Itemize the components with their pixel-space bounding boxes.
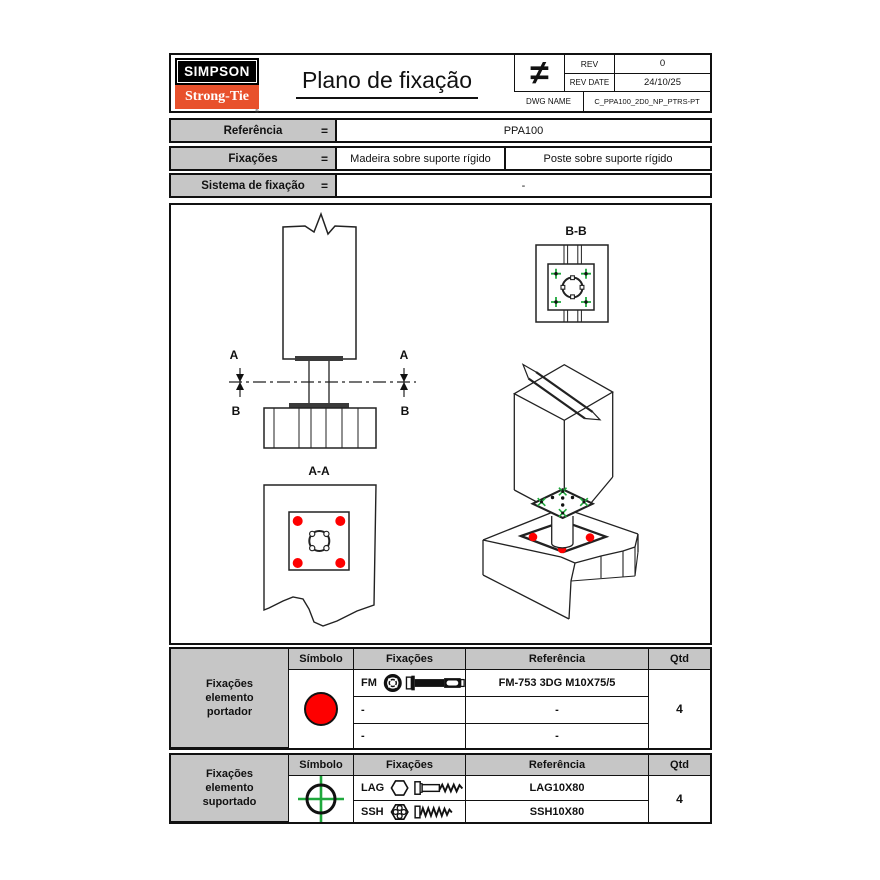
table1-qty-header: Qtd — [649, 649, 710, 670]
section-bb-view — [536, 245, 608, 322]
fixing-code: SSH — [361, 805, 384, 818]
reference-value: PPA100 — [503, 124, 544, 137]
fixing-code: FM — [361, 677, 377, 689]
marker-a-right-label: A — [399, 348, 409, 362]
fixings-value-post: Poste sobre suporte rígido — [543, 152, 673, 165]
fixing-reference: FM-753 3DG M10X75/5 — [466, 670, 649, 697]
drawing-area — [169, 203, 712, 645]
fixing-code: - — [354, 697, 466, 724]
fixing-system-value: - — [521, 179, 526, 192]
rev-label: REV — [564, 55, 614, 74]
fixing-reference: - — [466, 724, 649, 748]
section-aa-label: A-A — [308, 464, 330, 478]
fixing-code: - — [354, 724, 466, 748]
table2-qty-value: 4 — [676, 792, 683, 806]
fixings-label: Fixações — [228, 152, 278, 165]
rev-date-value: 24/10/25 — [614, 74, 710, 93]
equals-sign: = — [320, 151, 328, 166]
table1-reference-header: Referência — [466, 649, 649, 670]
fixing-system-row — [169, 173, 712, 198]
fixings-table-portador — [169, 647, 712, 750]
dwg-name-label: DWG NAME — [526, 97, 571, 106]
table2-reference-header: Referência — [466, 755, 649, 776]
isometric-view — [483, 365, 638, 620]
technical-drawing — [171, 205, 710, 643]
rev-date-label: REV DATE — [564, 74, 614, 93]
table1-row-label: Fixações elemento portador — [205, 677, 254, 719]
title-block — [169, 53, 712, 113]
dwg-name-value: C_PPA100_2D0_NP_PTRS-PT — [583, 92, 710, 111]
reference-label: Referência — [223, 124, 283, 137]
red-circle-icon — [304, 692, 338, 726]
fixing-reference: LAG10X80 — [466, 776, 649, 801]
table2-fixings-header: Fixações — [354, 755, 466, 776]
simpson-strongtie-logo — [175, 58, 259, 115]
front-elevation-view — [229, 214, 416, 448]
section-bb-label: B-B — [565, 224, 587, 238]
marker-b-right-label: B — [400, 404, 410, 418]
fixing-code: LAG — [361, 782, 385, 794]
fixings-value-wood: Madeira sobre suporte rígido — [337, 148, 506, 169]
drawing-sheet — [169, 53, 712, 824]
equals-sign: = — [320, 178, 328, 193]
equals-sign: = — [320, 123, 328, 138]
table2-row-label: Fixações elemento suportado — [202, 767, 257, 809]
fixing-reference: - — [466, 697, 649, 724]
revision-block — [514, 55, 710, 111]
table2-symbol-header: Símbolo — [289, 755, 354, 776]
rev-value: 0 — [614, 55, 710, 74]
fixing-reference: SSH10X80 — [466, 801, 649, 822]
page-title: Plano de fixação — [296, 67, 478, 99]
not-equal-symbol-icon: ≠ — [514, 55, 564, 92]
green-crosshair-icon — [296, 776, 346, 822]
table1-qty-value: 4 — [676, 702, 683, 716]
marker-a-left-label: A — [229, 348, 239, 362]
table2-qty-header: Qtd — [649, 755, 710, 776]
registered-mark: ® — [255, 109, 259, 115]
ssh-screw-icon — [390, 802, 465, 822]
logo-simpson: SIMPSON — [175, 58, 259, 85]
fixings-table-suportado — [169, 753, 712, 824]
logo-strongtie: Strong-Tie — [175, 85, 259, 109]
marker-b-left-label: B — [231, 404, 241, 418]
section-aa-view — [264, 485, 376, 626]
table1-symbol-header: Símbolo — [289, 649, 354, 670]
fixing-system-label: Sistema de fixação — [201, 179, 305, 192]
table1-fixings-header: Fixações — [354, 649, 466, 670]
fixings-row — [169, 146, 712, 171]
lag-screw-icon — [390, 778, 465, 798]
fm-anchor-icon — [383, 673, 465, 693]
reference-row — [169, 118, 712, 143]
